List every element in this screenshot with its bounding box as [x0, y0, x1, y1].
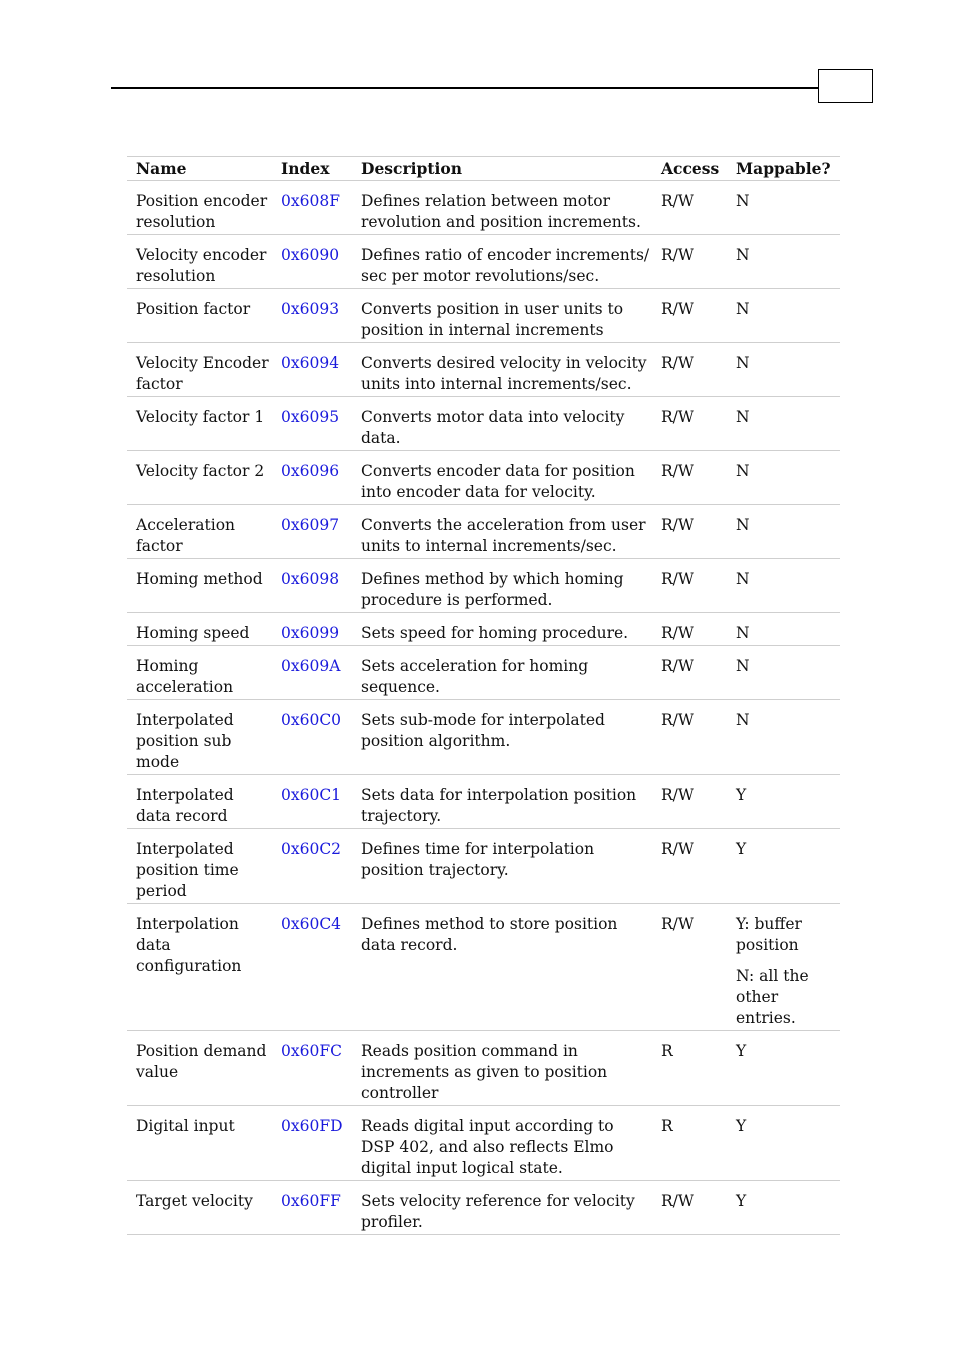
mappable-value: N: [736, 246, 750, 264]
cell-access: R/W: [652, 775, 727, 829]
cell-mappable: [727, 559, 840, 613]
mappable-value: N: [736, 657, 750, 675]
cell-access: R/W: [652, 700, 727, 775]
mappable-value: Y: [736, 1192, 747, 1210]
cell-index: 0x6098: [272, 559, 352, 613]
table-row: [127, 1031, 840, 1106]
cell-index: 0x609A: [272, 646, 352, 700]
cell-mappable: [727, 1181, 840, 1235]
cell-name: Interpolated data record: [127, 775, 272, 829]
mappable-value: N: [736, 624, 750, 642]
cell-access: R/W: [652, 289, 727, 343]
cell-name: Homing method: [127, 559, 272, 613]
cell-name: Position factor: [127, 289, 272, 343]
table-row: [127, 289, 840, 343]
cell-name: Velocity Encoder factor: [127, 343, 272, 397]
header-rule: [111, 87, 819, 89]
cell-description: Sets data for interpolation position trajectory.: [352, 775, 652, 829]
cell-access: R/W: [652, 343, 727, 397]
table-row: [127, 343, 840, 397]
cell-index: 0x6094: [272, 343, 352, 397]
cell-mappable: [727, 289, 840, 343]
cell-mappable: [727, 397, 840, 451]
cell-access: R/W: [652, 559, 727, 613]
cell-description: Reads digital input according to DSP 402, and also reflects Elmo digital input logical state.: [352, 1106, 652, 1181]
mappable-value: N: [736, 192, 750, 210]
table-row: [127, 1181, 840, 1235]
table-row: [127, 559, 840, 613]
cell-name: Interpolated position time period: [127, 829, 272, 904]
cell-name: Velocity factor 2: [127, 451, 272, 505]
cell-access: R/W: [652, 181, 727, 235]
cell-description: Converts encoder data for position into encoder data for velocity.: [352, 451, 652, 505]
column-header-mappable: Mappable?: [727, 157, 840, 181]
cell-access: R/W: [652, 1181, 727, 1235]
cell-description: Converts the acceleration from user units to internal increments/sec.: [352, 505, 652, 559]
cell-description: Defines method to store position data record.: [352, 904, 652, 1031]
cell-index: 0x60C0: [272, 700, 352, 775]
cell-access: R: [652, 1106, 727, 1181]
cell-mappable: [727, 904, 840, 1031]
cell-description: Sets acceleration for homing sequence.: [352, 646, 652, 700]
cell-index: 0x6095: [272, 397, 352, 451]
cell-access: R/W: [652, 904, 727, 1031]
cell-description: Defines method by which homing procedure is performed.: [352, 559, 652, 613]
cell-access: R/W: [652, 613, 727, 646]
table-row: [127, 397, 840, 451]
cell-access: R/W: [652, 829, 727, 904]
cell-name: Position encoder resolution: [127, 181, 272, 235]
table-row: [127, 904, 840, 1031]
mappable-value: Y: [736, 840, 747, 858]
cell-description: Defines time for interpolation position trajectory.: [352, 829, 652, 904]
column-header-access: Access: [652, 157, 727, 181]
cell-mappable: [727, 1106, 840, 1181]
cell-description: Sets velocity reference for velocity profiler.: [352, 1181, 652, 1235]
object-dictionary-table: [127, 156, 840, 1235]
cell-index: 0x60FD: [272, 1106, 352, 1181]
cell-access: R/W: [652, 235, 727, 289]
cell-index: 0x6093: [272, 289, 352, 343]
table-row: [127, 235, 840, 289]
column-header-index: Index: [272, 157, 352, 181]
cell-description: Converts motor data into velocity data.: [352, 397, 652, 451]
table-row: [127, 646, 840, 700]
cell-name: Interpolated position sub mode: [127, 700, 272, 775]
cell-mappable: [727, 505, 840, 559]
mappable-value: Y: [736, 1117, 747, 1135]
mappable-value: N: [736, 300, 750, 318]
table-row: [127, 613, 840, 646]
page-number-box: [818, 69, 873, 103]
cell-index: 0x6097: [272, 505, 352, 559]
cell-mappable: [727, 775, 840, 829]
cell-mappable: [727, 646, 840, 700]
cell-name: Interpolation data configuration: [127, 904, 272, 1031]
mappable-value: N: [736, 354, 750, 372]
mappable-value: Y: buffer position: [736, 915, 802, 954]
cell-mappable: [727, 1031, 840, 1106]
cell-description: Defines relation between motor revolution and position increments.: [352, 181, 652, 235]
cell-mappable: [727, 700, 840, 775]
mappable-value: N: [736, 462, 750, 480]
table-row: [127, 829, 840, 904]
cell-access: R/W: [652, 646, 727, 700]
mappable-value: N: [736, 570, 750, 588]
mappable-value: Y: [736, 786, 747, 804]
cell-mappable: [727, 613, 840, 646]
table-row: [127, 451, 840, 505]
cell-mappable: [727, 451, 840, 505]
cell-name: Digital input: [127, 1106, 272, 1181]
cell-access: R: [652, 1031, 727, 1106]
cell-access: R/W: [652, 451, 727, 505]
cell-index: 0x60FF: [272, 1181, 352, 1235]
column-header-description: Description: [352, 157, 652, 181]
cell-name: Homing speed: [127, 613, 272, 646]
cell-description: Sets speed for homing procedure.: [352, 613, 652, 646]
mappable-value: Y: [736, 1042, 747, 1060]
cell-index: 0x60C2: [272, 829, 352, 904]
table-row: [127, 1106, 840, 1181]
cell-name: Target velocity: [127, 1181, 272, 1235]
cell-index: 0x60FC: [272, 1031, 352, 1106]
cell-index: 0x60C4: [272, 904, 352, 1031]
cell-description: Sets sub-mode for interpolated position algorithm.: [352, 700, 652, 775]
cell-description: Converts position in user units to position in internal increments: [352, 289, 652, 343]
cell-index: 0x60C1: [272, 775, 352, 829]
cell-name: Position demand value: [127, 1031, 272, 1106]
cell-name: Velocity factor 1: [127, 397, 272, 451]
cell-mappable: [727, 235, 840, 289]
cell-index: 0x6090: [272, 235, 352, 289]
mappable-value: N: [736, 408, 750, 426]
cell-mappable: [727, 181, 840, 235]
table-row: [127, 505, 840, 559]
cell-mappable: [727, 829, 840, 904]
table-row: [127, 775, 840, 829]
cell-name: Homing acceleration: [127, 646, 272, 700]
table-row: [127, 181, 840, 235]
table-row: [127, 700, 840, 775]
cell-name: Velocity encoder resolution: [127, 235, 272, 289]
cell-mappable: [727, 343, 840, 397]
cell-description: Converts desired velocity in velocity units into internal increments/sec.: [352, 343, 652, 397]
cell-index: 0x608F: [272, 181, 352, 235]
column-header-name: Name: [127, 157, 272, 181]
mappable-value: N: all the other entries.: [736, 967, 809, 1027]
mappable-value: N: [736, 516, 750, 534]
cell-index: 0x6099: [272, 613, 352, 646]
cell-index: 0x6096: [272, 451, 352, 505]
table-header-row: [127, 157, 840, 181]
mappable-value: N: [736, 711, 750, 729]
cell-name: Acceleration factor: [127, 505, 272, 559]
cell-access: R/W: [652, 505, 727, 559]
cell-description: Defines ratio of encoder increments/ sec per motor revolutions/sec.: [352, 235, 652, 289]
cell-description: Reads position command in increments as given to position controller: [352, 1031, 652, 1106]
cell-access: R/W: [652, 397, 727, 451]
